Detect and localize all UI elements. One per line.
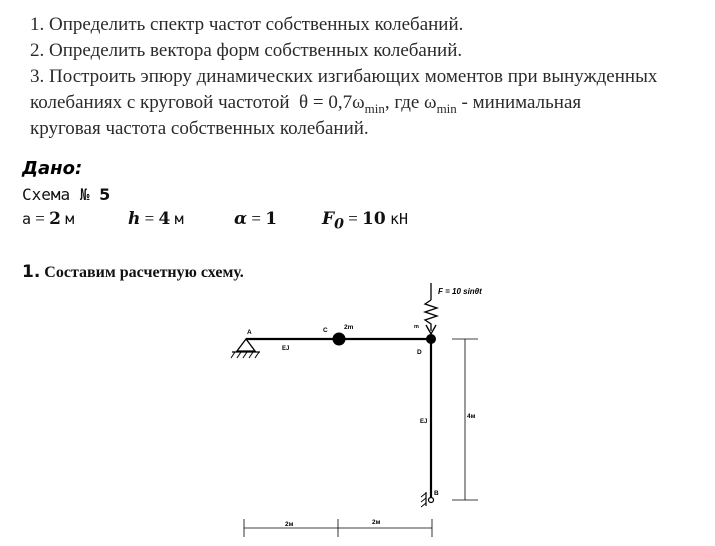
where-omega: , где ω [384, 92, 437, 113]
schema-label: Схема [22, 185, 71, 204]
span-dimension [244, 519, 432, 537]
pin-support-a [231, 339, 260, 358]
mass-m-label: m [414, 324, 419, 330]
param-alpha-eq: = [251, 209, 261, 228]
theta-formula: θ = 0,7ω [299, 92, 365, 113]
param-alpha-name: α [234, 209, 248, 229]
given-title: Дано: [22, 158, 83, 179]
ej-column-label: EJ [420, 419, 428, 425]
param-f-name: F [322, 209, 335, 229]
task-3-end: круговая частота собственных колебаний. [30, 118, 369, 139]
param-a-eq: = [35, 209, 45, 228]
param-h-name: h [128, 209, 141, 229]
min-text: - минимальная [461, 92, 582, 113]
param-a-value: 2 [49, 209, 61, 229]
schema-number: 5 [99, 185, 111, 204]
param-h-value: 4 [158, 209, 171, 229]
param-alpha-value: 1 [265, 209, 278, 229]
task-2: 2. Определить вектора форм собственных колебаний. [30, 40, 463, 61]
omega-sub: min [436, 100, 457, 116]
dynamic-force-arrow [425, 283, 437, 334]
param-f-value: 10 [362, 209, 386, 229]
span-left-label: 2м [285, 521, 294, 528]
task-1: 1. Определить спектр частот собственных колебаний. [30, 14, 464, 35]
param-h-eq: = [144, 209, 155, 228]
param-f-unit: кН [389, 210, 409, 228]
mass-d [426, 334, 436, 344]
step-1-text: Составим расчетную схему. [44, 264, 244, 281]
param-h-unit: м [174, 210, 184, 228]
force-label: F = 10 sinθt [438, 287, 482, 296]
mass-2m-label: 2m [344, 324, 354, 331]
node-a-label: A [247, 329, 252, 336]
node-d-label: D [417, 349, 422, 356]
span-right-label: 2м [372, 519, 381, 526]
param-f-eq: = [348, 209, 358, 228]
node-b-label: B [434, 490, 439, 497]
mass-c [333, 333, 346, 346]
schema-no-sign: № [79, 185, 90, 204]
theta-sub: min [364, 100, 385, 116]
task-3-text: колебаниях с круговой частотой [30, 92, 290, 113]
param-f-sub: 0 [334, 216, 344, 233]
step-1-number: 1. [22, 262, 41, 282]
param-a-unit: м [65, 210, 75, 228]
ej-beam-label: EJ [282, 346, 290, 352]
height-label: 4м [467, 413, 476, 420]
task-3: 3. Построить эпюру динамических изгибающих моментов при вынужденных [30, 66, 658, 87]
param-a-name: a [22, 210, 32, 228]
node-c-label: C [323, 327, 328, 334]
